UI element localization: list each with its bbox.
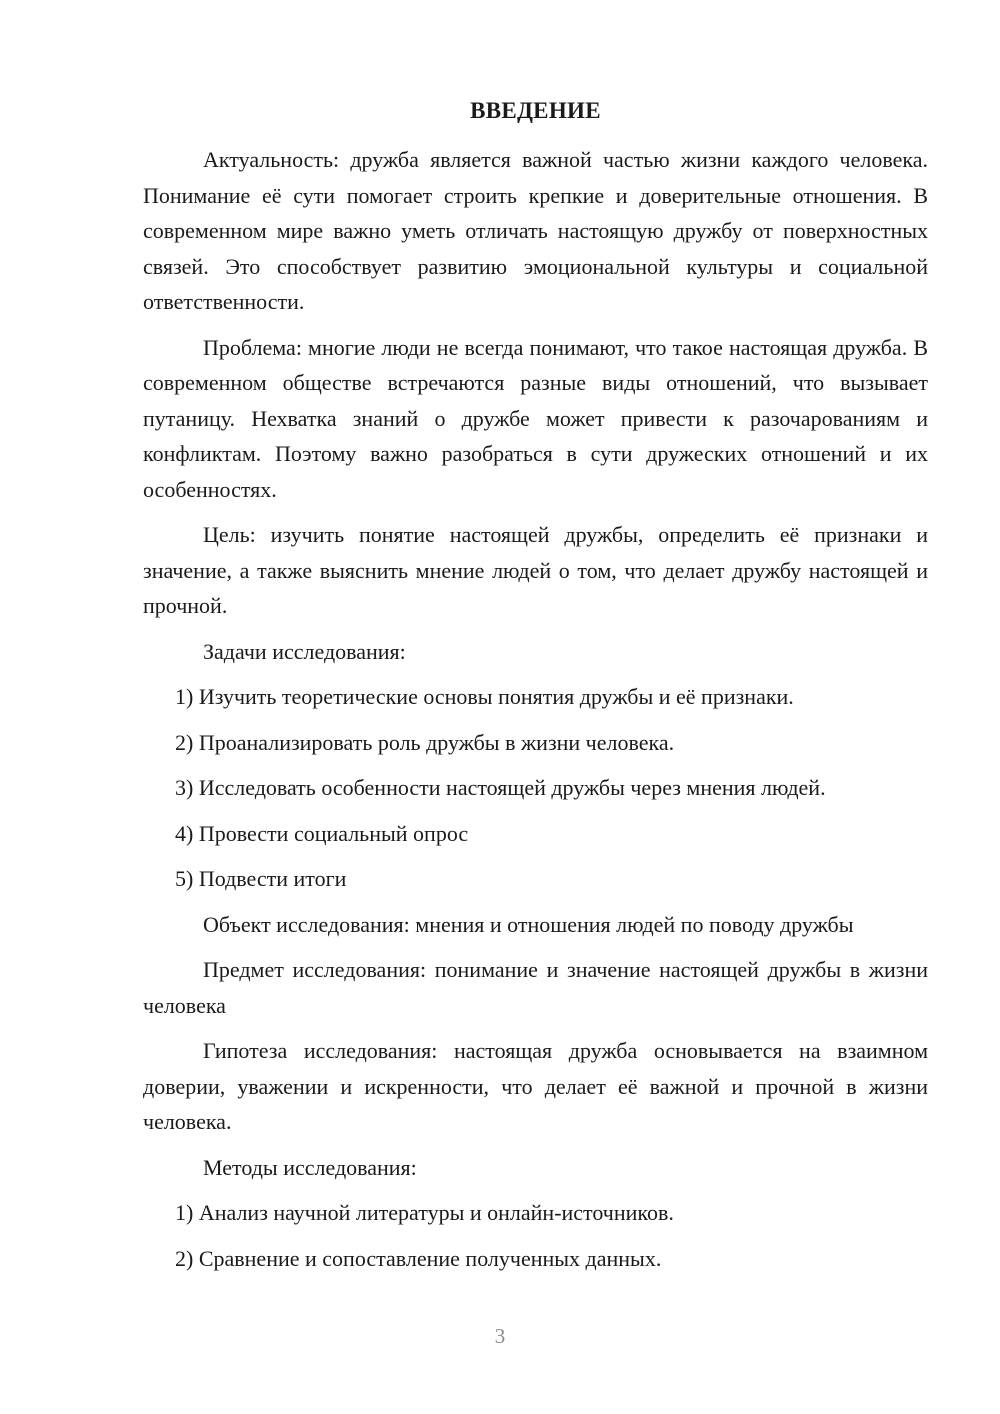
relevance-paragraph: Актуальность: дружба является важной частью жизни каждого человека. Понимание её сути помогает строить крепкие и доверительные отношения. В современном мире важно уметь отличать настоящую дружбу от поверхностных связей. Это способствует развитию эмоциональной культуры и социальной ответственности. — [143, 147, 928, 314]
task-item-2: 2) Проанализировать роль дружбы в жизни человека. — [175, 729, 675, 755]
goal-paragraph: Цель: изучить понятие настоящей дружбы, определить её признаки и значение, а также выяснить мнение людей о том, что делает дружбу настоящей и прочной. — [143, 522, 928, 618]
task-item-1: 1) Изучить теоретические основы понятия дружбы и её признаки. — [175, 684, 794, 709]
methods-title: Методы исследования: — [203, 1154, 417, 1180]
task-item-3: 3) Исследовать особенности настоящей дружбы через мнения людей. — [175, 775, 826, 800]
hypothesis-paragraph: Гипотеза исследования: настоящая дружба основывается на взаимном доверии, уважении и искренности, что делает её важной и прочной в жизни человека. — [143, 1038, 928, 1134]
tasks-title: Задачи исследования: — [203, 638, 406, 664]
task-item-5: 5) Подвести итоги — [175, 866, 347, 891]
section-heading: ВВЕДЕНИЕ — [470, 98, 601, 123]
problem-paragraph: Проблема: многие люди не всегда понимают, что такое настоящая дружба. В современном обществе встречаются разные виды отношений, что вызывает путаницу. Нехватка знаний о дружбе может привести к разочарованиям и конфликтам. Поэтому важно разобраться в сути дружеских отношений и их особенностях. — [143, 334, 928, 502]
method-item-1: 1) Анализ научной литературы и онлайн-источников. — [175, 1200, 674, 1225]
task-item-4: 4) Провести социальный опрос — [175, 820, 469, 846]
method-item-2: 2) Сравнение и сопоставление полученных данных. — [175, 1245, 662, 1271]
page-number: 3 — [494, 1324, 506, 1348]
subject-paragraph: Предмет исследования: понимание и значение настоящей дружбы в жизни человека — [143, 957, 928, 1018]
object-paragraph: Объект исследования: мнения и отношения людей по поводу дружбы — [203, 911, 854, 937]
document-page — [143, 96, 928, 1286]
